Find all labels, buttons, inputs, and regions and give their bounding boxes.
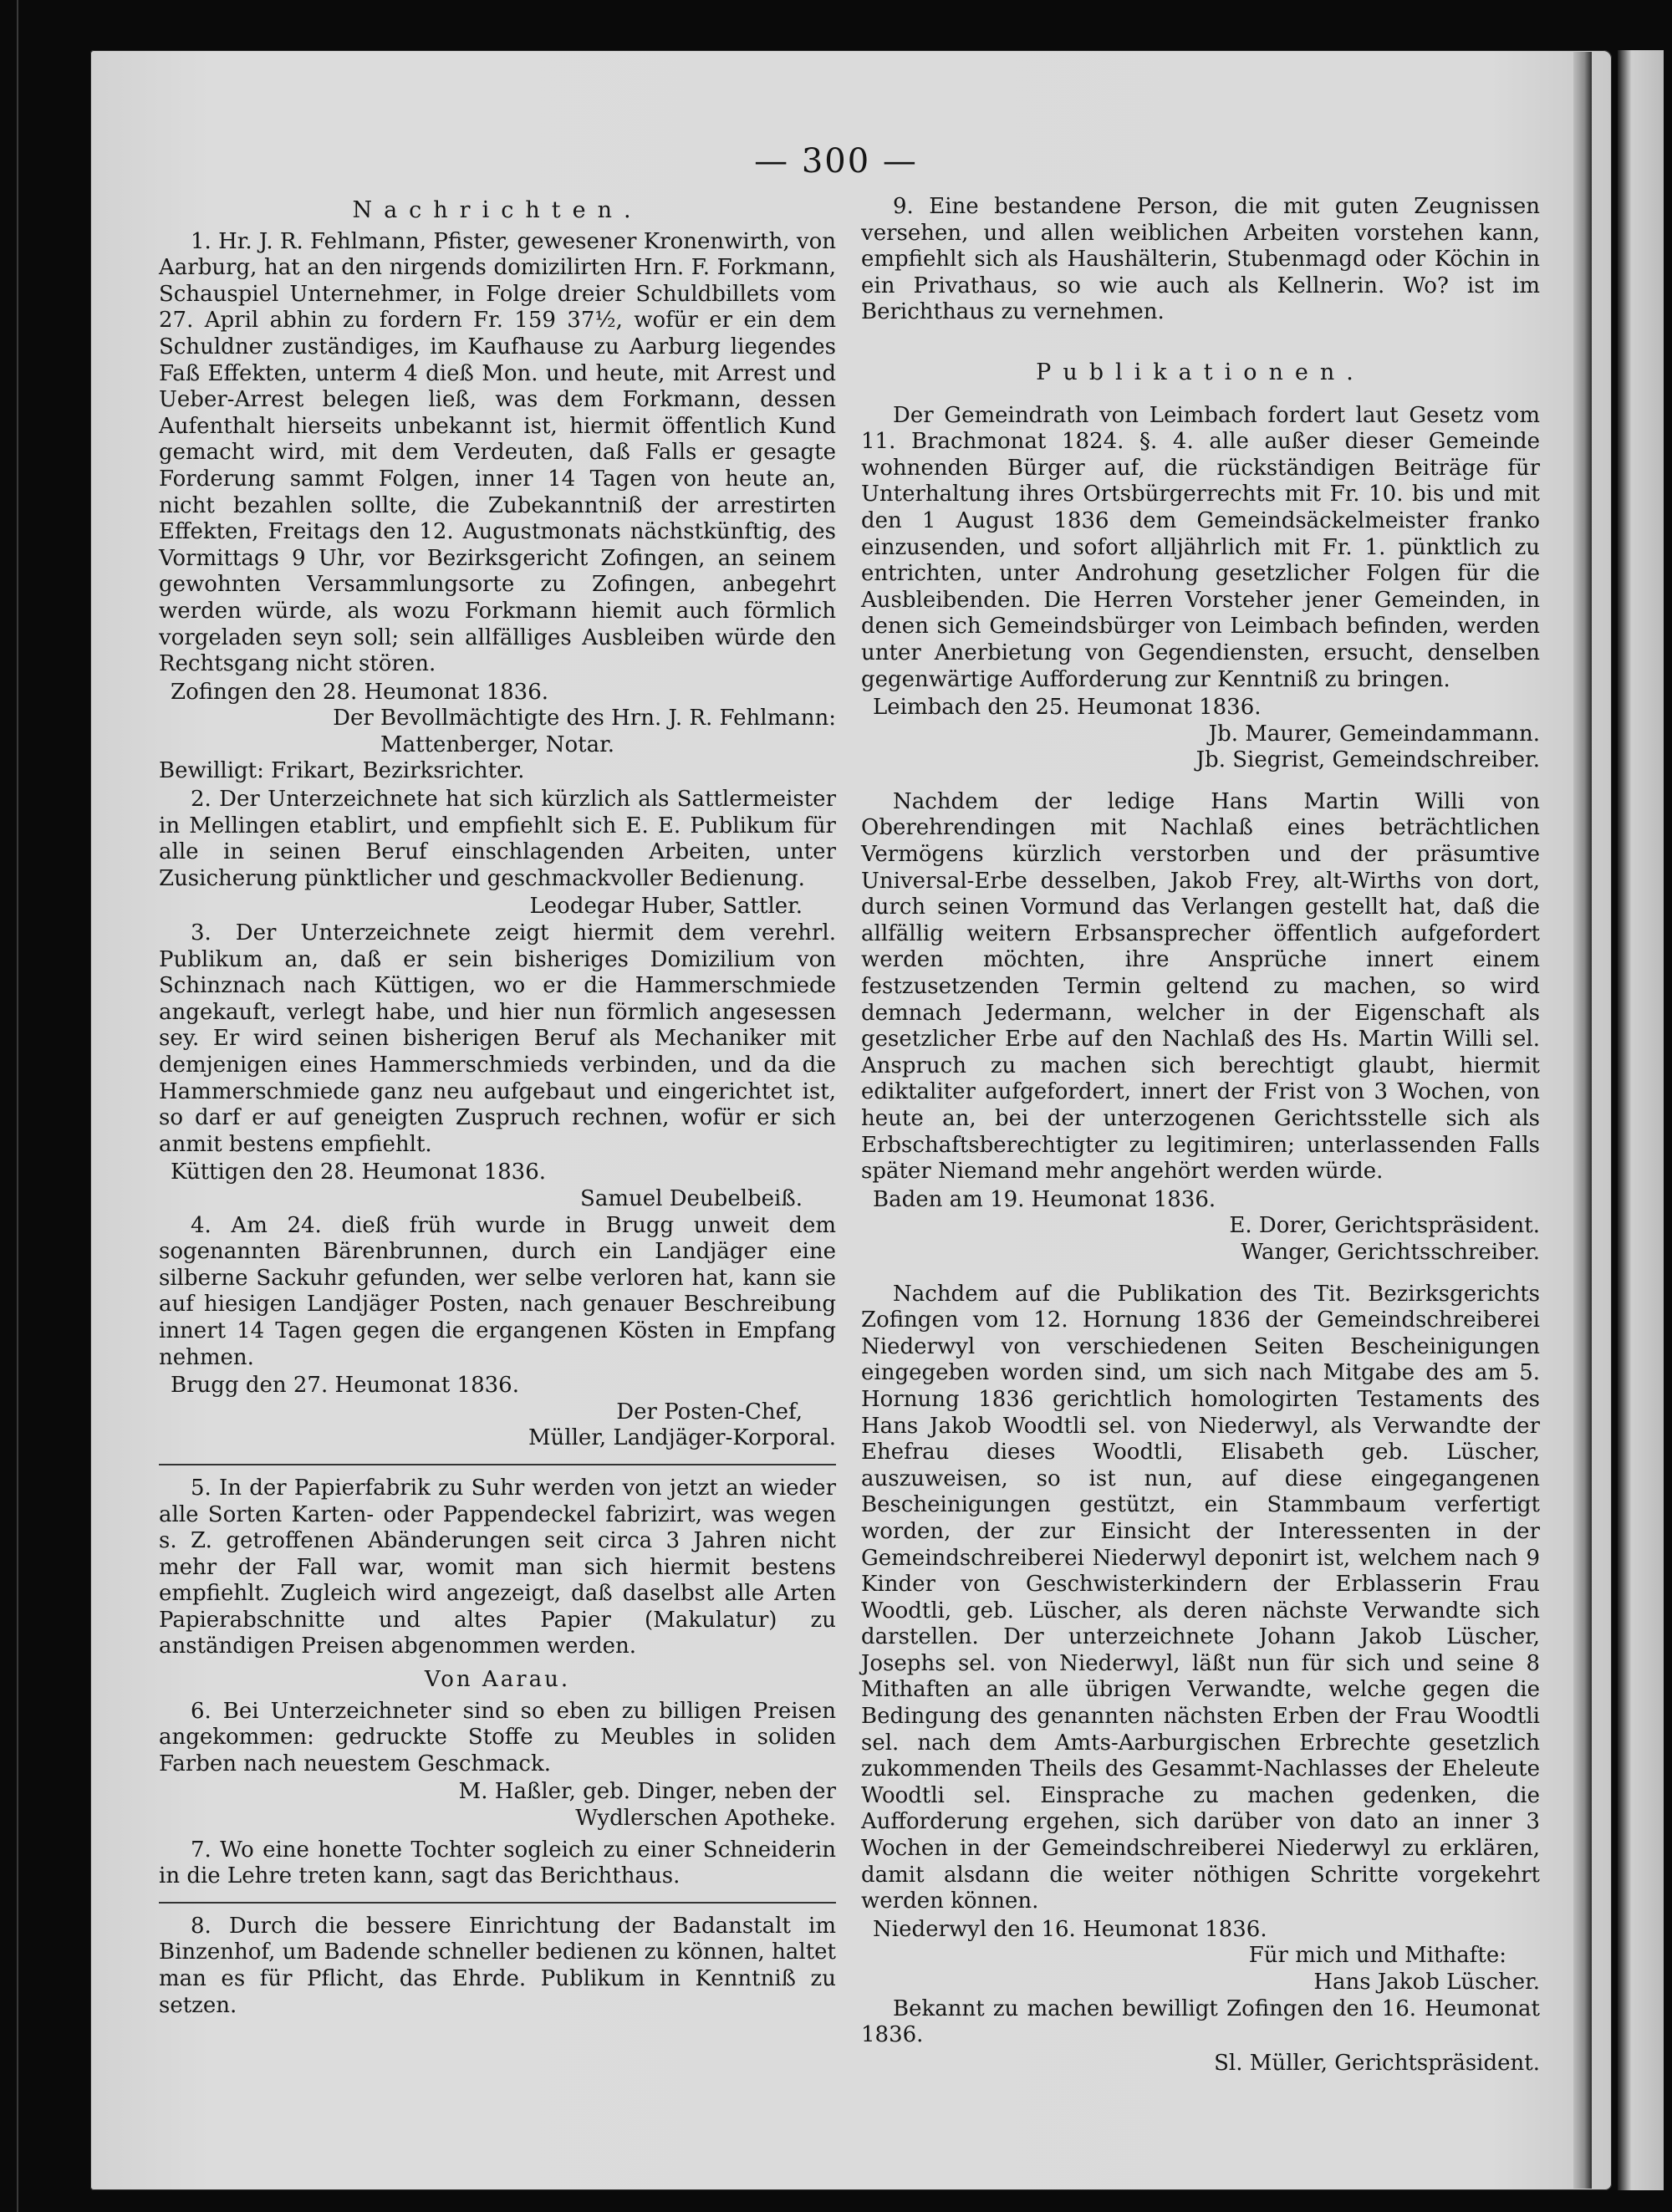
notice-6-text: 6. Bei Unterzeichneter sind so eben zu billigen Preisen angekommen: gedruckte Stoffe zu Meubles in soliden Farben nach neuestem Geschmack. <box>159 1698 836 1776</box>
publication-1-place-date: Leimbach den 25. Heumonat 1836. <box>873 695 1262 721</box>
notice-6-signatory-name: M. Haßler, geb. Dinger, neben der <box>458 1779 836 1805</box>
notice-9-text: 9. Eine bestandene Person, die mit guten Zeugnissen versehen, und allen weiblichen Arbeiten vorstehen kann, empfiehlt sich als Haushälterin, Stubenmagd oder Köchin in ein Privathaus, so wie auch als Kellnerin. Wo? ist im Berichthaus zu vernehmen. <box>861 194 1540 325</box>
publication-2-signatory-1: E. Dorer, Gerichtspräsident. <box>1229 1213 1540 1239</box>
publication-3-place-date: Niederwyl den 16. Heumonat 1836. <box>873 1916 1267 1942</box>
section-heading-publikationen: Publikationen. <box>1036 359 1365 385</box>
notice-5-text: 5. In der Papierfabrik zu Suhr werden von jetzt an wieder alle Sorten Karten- oder Pappendeckel fabrizirt, was wegen s. Z. getroffenen Abänderungen seit circa 3 Jahren nicht mehr der Fall war, womit man sich hiermit bestens empfiehlt. Zugleich wird angezeigt, daß daselbst alle Arten Papierabschnitte und altes Papier (Makulatur) zu anständigen Preisen abgenommen werden. <box>159 1475 836 1659</box>
notice-4-signatory-name: Müller, Landjäger-Korporal. <box>528 1425 836 1451</box>
notice-1-approval: Bewilligt: Frikart, Bezirksrichter. <box>159 758 525 784</box>
notice-4-text: 4. Am 24. dieß früh wurde in Brugg unweit dem sogenannten Bärenbrunnen, durch ein Landjäger eine silberne Sackuhr gefunden, wer selbe verloren hat, kann sie auf hiesigen Landjäger Posten, nach genauer Beschreibung innert 14 Tagen gegen die ergangenen Kösten in Empfang nehmen. <box>159 1212 836 1370</box>
notice-7-text: 7. Wo eine honette Tochter sogleich zu einer Schneiderin in die Lehre treten kann, sagt das Berichthaus. <box>159 1837 836 1889</box>
publication-1-signatory-2: Jb. Siegrist, Gemeindschreiber. <box>1195 747 1540 773</box>
notice-3-text: 3. Der Unterzeichnete zeigt hiermit dem verehrl. Publikum an, daß er sein bisheriges Domizilium von Schinznach nach Küttigen, wo er die Hammerschmiede angekauft, verlegt habe, und hier nun förmlich angesessen sey. Er wird seinen bisherigen Beruf als Mechaniker mit demjenigen eines Hammerschmieds verbinden, und da die Hammerschmiede ganz neu aufgebaut und eingerichtet ist, so darf er auf geneigten Zuspruch rechnen, wofür er sich anmit bestens empfiehlt. <box>159 920 836 1157</box>
publication-3-signatory-2: Hans Jakob Lüscher. <box>1313 1970 1540 1995</box>
publication-2-text: Nachdem der ledige Hans Martin Willi von Oberehrendingen mit Nachlaß eines beträchtlichen Vermögens kürzlich verstorben und der präsumtive Universal-Erbe desselben, Jakob Frey, alt-Wirths von dort, durch seinen Vormund das Verlangen gestellt hat, daß die allfällig weitern Erbsansprecher öffentlich aufgefordert werden möchten, ihre Ansprüche innert einem festzusetzenden Termin geltend zu machen, so wird demnach Jedermann, welcher in der Eigenschaft als gesetzlicher Erbe auf den Nachlaß des Hs. Martin Willi sel. Anspruch zu machen sich berechtigt glaubt, hiermit ediktaliter aufgefordert, innert der Frist von 3 Wochen, von heute an, bei der unterzogenen Gerichtsstelle sich als Erbschaftsberechtigter zu legitimiren; unterlassenden Falls später Niemand mehr angehört werden würde. <box>861 788 1540 1185</box>
publication-3-text: Nachdem auf die Publikation des Tit. Bezirksgerichts Zofingen vom 12. Hornung 1836 der Gemeindschreiberei Niederwyl von verschiedenen Seiten Bescheinigungen eingegeben worden sind, um sich nach Mitgabe des am 5. Hornung 1836 gerichtlich homologirten Testaments des Hans Jakob Woodtli sel. von Niederwyl, als Verwandte der Ehefrau dieses Woodtli, Elisabeth geb. Lüscher, auszuweisen, so ist nun, auf diese eingegangenen Bescheinigungen gestützt, ein Stammbaum verfertigt worden, der zur Einsicht der Interessenten in der Gemeindschreiberei Niederwyl deponirt ist, welchem nach 9 Kinder von Geschwisterkindern der Erblasserin Frau Woodtli, geb. Lüscher, als deren nächste Verwandte sich darstellen. Der unterzeichnete Johann Jakob Lüscher, Josephs sel. von Niederwyl, läßt nun für sich und seine 8 Mithaften an alle übrigen Verwandte, welche gegen die Bedingung des genannten nächsten Erben der Frau Woodtli sel. nach dem Amts-Aarburgischen Erbrechte gesetzlich zukommenden Theils des Gesammt-Nachlasses der Eheleute Woodtli sel. Einsprache zu machen gedenken, die Aufforderung ergehen, sich darüber von dato an inner 3 Wochen in der Gemeindschreiberei Niederwyl zu erklären, damit alsdann die weiter nöthigen Schritte vorgekehrt werden können. <box>861 1281 1540 1914</box>
notice-2-text: 2. Der Unterzeichnete hat sich kürzlich als Sattlermeister in Mellingen etablirt, und empfiehlt sich E. E. Publikum für alle in seinen Beruf einschlagenden Arbeiten, unter Zusicherung pünktlicher und geschmackvoller Bedienung. <box>159 787 836 891</box>
notice-3-place-date: Küttigen den 28. Heumonat 1836. <box>171 1160 547 1185</box>
scan-frame-tick-left <box>17 0 18 2212</box>
notice-1-signatory-role: Der Bevollmächtigte des Hrn. J. R. Fehlmann: <box>333 706 836 731</box>
left-column <box>159 194 836 2021</box>
page-number: — 300 — <box>754 142 918 181</box>
section-divider <box>159 1464 836 1465</box>
publication-2-place-date: Baden am 19. Heumonat 1836. <box>873 1186 1216 1212</box>
notice-3-signature: Samuel Deubelbeiß. <box>580 1185 803 1211</box>
spacer <box>861 774 1540 789</box>
section-divider-2 <box>159 1902 836 1904</box>
spacer-2 <box>861 1267 1540 1282</box>
notice-1-text: 1. Hr. J. R. Fehlmann, Pfister, gewesener Kronenwirth, von Aarburg, hat an den nirgends domizilirten Hrn. F. Forkmann, Schauspiel Unternehmer, in Folge dreier Schuldbillets vom 27. April abhin zu fordern Fr. 159 37½, wofür er ein dem Schuldner zuständiges, im Kaufhause zu Aarburg liegendes Faß Effekten, unterm 4 dieß Mon. und heute, mit Arrest und Ueber-Arrest belegen ließ, was dem Forkmann, dessen Aufenthalt hierseits unbekannt ist, hiermit öffentlich Kund gemacht wird, mit dem Verdeuten, daß Falls er gesagte Forderung sammt Folgen, inner 14 Tagen von heute an, nicht bezahlen sollte, die Zubekanntniß der arrestirten Effekten, Freitags den 12. Augustmonats nächstkünftig, des Vormittags 9 Uhr, vor Bezirksgericht Zofingen, an seinem gewohnten Versammlungsorte zu Zofingen, anbegehrt werden würde, als wozu Forkmann hiemit auch förmlich vorgeladen seyn soll; sein allfälliges Ausbleiben würde den Rechtsgang nicht stören. <box>159 228 836 677</box>
notice-4-place-date: Brugg den 27. Heumonat 1836. <box>171 1373 519 1399</box>
next-page-edge <box>1618 50 1664 2190</box>
publication-1-text: Der Gemeindrath von Leimbach fordert laut Gesetz vom 11. Brachmonat 1824. §. 4. alle außer dieser Gemeinde wohnenden Bürger auf, die rückständigen Beiträge für Unterhaltung ihres Ortsbürgerrechts mit Fr. 10. bis und mit den 1 August 1836 dem Gemeindsäckelmeister franko einzusenden, und sofort alljährlich mit Fr. 1. pünktlich zu entrichten, unter Androhung gesetzlicher Folgen für die Ausbleibenden. Die Herren Vorsteher jener Gemeinden, in denen sich Gemeindsbürger von Leimbach befinden, werden unter Anerbietung von Gegendiensten, ersucht, denselben gegenwärtige Aufforderung zur Kenntniß zu bringen. <box>861 402 1540 692</box>
section-heading-nachrichten: Nachrichten. <box>352 197 643 223</box>
page-fold-shadow <box>1573 52 1592 2189</box>
notice-6-signatory-address: Wydlerschen Apotheke. <box>575 1806 836 1832</box>
publication-3-approval: Bekannt zu machen bewilligt Zofingen den 16. Heumonat 1836. <box>861 1995 1540 2048</box>
publication-1-signatory-1: Jb. Maurer, Gemeindammann. <box>1208 721 1540 747</box>
notice-1-signatory-name: Mattenberger, Notar. <box>380 731 614 757</box>
notice-2-signature: Leodegar Huber, Sattler. <box>529 894 803 920</box>
right-column <box>861 194 1540 2077</box>
publication-3-approval-signature: Sl. Müller, Gerichtspräsident. <box>1214 2050 1540 2076</box>
subheading-von-aarau: Von Aarau. <box>424 1667 571 1693</box>
publication-3-signatory-1: Für mich und Mithafte: <box>1248 1943 1506 1969</box>
notice-8-text: 8. Durch die bessere Einrichtung der Badanstalt im Binzenhof, um Badende schneller bedienen zu können, haltet man es für Pflicht, das Ehrde. Publikum in Kenntniß zu setzen. <box>159 1913 836 2018</box>
notice-4-signatory-role: Der Posten-Chef, <box>616 1399 803 1425</box>
notice-1-place-date: Zofingen den 28. Heumonat 1836. <box>171 679 549 705</box>
publication-2-signatory-2: Wanger, Gerichtsschreiber. <box>1241 1239 1540 1265</box>
